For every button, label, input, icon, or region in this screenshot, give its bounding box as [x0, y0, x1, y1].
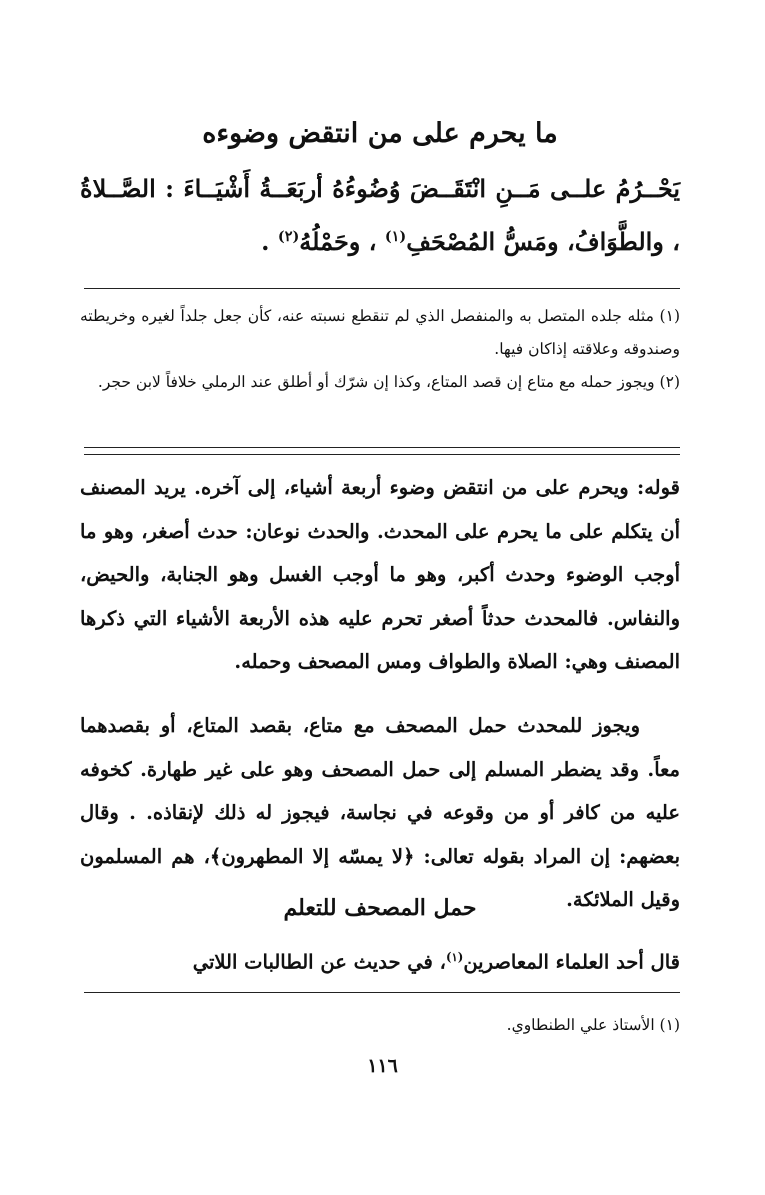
- last-line: [80, 936, 680, 984]
- matn-text: [80, 165, 680, 266]
- footnote-divider-top: [84, 288, 680, 289]
- last-line-footnote-ref: (١): [445, 950, 464, 964]
- footnote-2: (٢) ويجوز حمله مع متاع إن قصد المتاع، وكذا إن شرّك أو أطلق عند الرملي خلافاً لابن حجر.: [97, 373, 680, 391]
- chapter-title: ما يحرم على من انتقض وضوءه: [202, 118, 558, 149]
- matn-part-1: يَحْــرُمُ علــى مَــنِ انْتَقَــضَ وُضُوءُهُ أربَعَــةُ أَشْيَــاءَ : الصَّــلاةُ ، والطَّوَافُ، ومَسُّ المُصْحَفِ: [80, 174, 680, 256]
- commentary-paragraph-1: [80, 466, 680, 684]
- footnote-1: (١) مثله جلده المتصل به والمنفصل الذي لم تنقطع نسبته عنه، كأن جعل جلداً لغيره وخريطته وصندوقه وعلاقته إذاكان فيها.: [80, 307, 680, 358]
- matn-part-2: ، وحَمْلُهُ: [299, 227, 377, 256]
- matn-footnote-ref-1: (١): [384, 228, 407, 245]
- footnote-divider-bottom: [84, 992, 680, 993]
- footnote-bottom: (١) الأستاذ علي الطنطاوي.: [506, 1016, 680, 1034]
- page-number: ١١٦: [367, 1055, 398, 1077]
- section-divider-1: [84, 447, 680, 448]
- last-line-after: ، في حديث عن الطالبات اللاتي: [192, 950, 446, 974]
- last-line-before: قال أحد العلماء المعاصرين: [463, 950, 680, 974]
- footnotes-top: [80, 300, 680, 399]
- commentary-text-1: قوله: ويحرم على من انتقض وضوء أربعة أشياء، إلى آخره. يريد المصنف أن يتكلم على ما يحرم على المحدث. والحدث نوعان: حدث أصغر، وهو ما أوجب الوضوء وحدث أكبر، وهو ما أوجب الغسل وهو الجنابة، والحيض، والنفاس. فالمحدث حدثاً أصغر تحرم عليه هذه الأربعة الأشياء التي ذكرها المصنف وهي: الصلاة والطواف ومس المصحف وحمله.: [80, 476, 680, 673]
- section-divider-2: [84, 454, 680, 455]
- commentary-paragraph-2: [80, 704, 680, 922]
- section-subheading: حمل المصحف للتعلم: [283, 895, 477, 921]
- matn-end: .: [261, 227, 270, 256]
- matn-footnote-ref-2: (٢): [277, 228, 300, 245]
- commentary-text-2: ويجوز للمحدث حمل المصحف مع متاع، بقصد المتاع، أو بقصدهما معاً. وقد يضطر المسلم إلى حمل المصحف وهو على غير طهارة. كخوفه عليه من كافر أو من وقوعه في نجاسة، فيجوز له ذلك لإنقاذه. . وقال بعضهم: إن المراد بقوله تعالى: ﴿لا يمسّه إلا المطهرون﴾، هم المسلمون وقيل الملائكة.: [80, 714, 680, 911]
